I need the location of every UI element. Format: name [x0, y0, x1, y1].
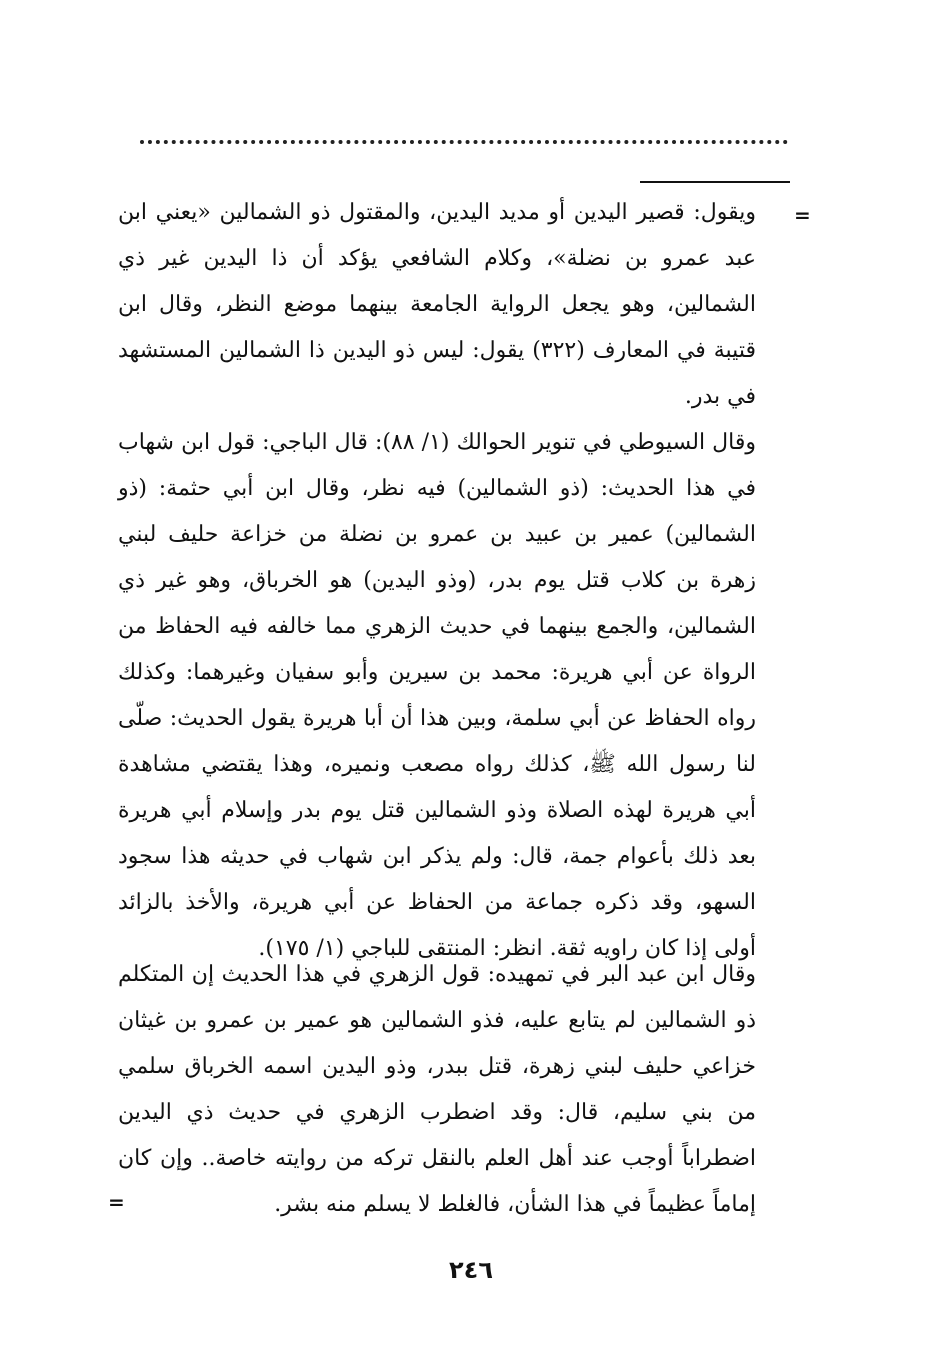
footnote-paragraph-3	[118, 952, 756, 1228]
paragraph-text: وقال ابن عبد البر في تمهيده: قول الزهري في هذا الحديث إن المتكلم ذو الشمالين لم يتابع عليه، فذو الشمالين هو عمير بن عمرو بن غيثان خزاعي حليف لبني زهرة، قتل ببدر، وذو اليدين اسمه الخرباق سلمي من بني سليم، قال: وقد اضطرب الزهري في حديث ذي اليدين اضطراباً أوجب عند أهل العلم بالنقل تركه من روايته خاصة.. وإن كان إماماً عظيماً في هذا الشأن، فالغلط لا يسلم منه بشر.	[118, 962, 756, 1217]
continuation-mark-bottom: =	[108, 1190, 125, 1214]
page-number: ٢٤٦	[449, 1256, 493, 1284]
paragraph-text: وقال السيوطي في تنوير الحوالك (١/ ٨٨): قال الباجي: قول ابن شهاب في هذا الحديث: (ذو الشمالين) فيه نظر، وقال ابن أبي حثمة: (ذو الشمالين) عمير بن عبيد بن عمرو بن نضلة من خزاعة حليف لبني زهرة بن كلاب قتل يوم بدر، (وذو اليدين) هو الخرباق، وهو غير ذي الشمالين، والجمع بينهما في حديث الزهري مما خالفه فيه الحفاظ من الرواة عن أبي هريرة: محمد بن سيرين وأبو سفيان وغيرهما: وكذلك رواه الحفاظ عن أبي سلمة، وبين هذا أن أبا هريرة يقول الحديث: صلّى لنا رسول الله ﷺ، كذلك رواه مصعب ونميره، وهذا يقتضي مشاهدة أبي هريرة لهذه الصلاة وذو الشمالين قتل يوم بدر وإسلام أبي هريرة بعد ذلك بأعوام جمة، قال: ولم يذكر ابن شهاب في حديثه هذا سجود السهو، وقد ذكره جماعة من الحفاظ عن أبي هريرة، والأخذ بالزائد أولى إذا كان راويه ثقة. انظر: المنتقى للباجي (١/ ١٧٥).	[118, 430, 757, 961]
paragraph-text: ويقول: قصير اليدين أو مديد اليدين، والمقتول ذو الشمالين «يعني ابن عبد عمرو بن نضلة»، وكلام الشافعي يؤكد أن ذا اليدين غير ذي الشمالين، وهو يجعل الرواية الجامعة بينهما موضع النظر، وقال ابن قتيبة في المعارف (٣٢٢) يقول: ليس ذو اليدين ذا الشمالين المستشهد في بدر.	[118, 200, 756, 409]
footnote-paragraph-2	[118, 420, 756, 972]
dotted-separator	[140, 140, 788, 144]
footnote-rule	[640, 181, 790, 183]
footnote-paragraph-1	[118, 190, 756, 420]
continuation-mark-top: =	[794, 203, 811, 227]
